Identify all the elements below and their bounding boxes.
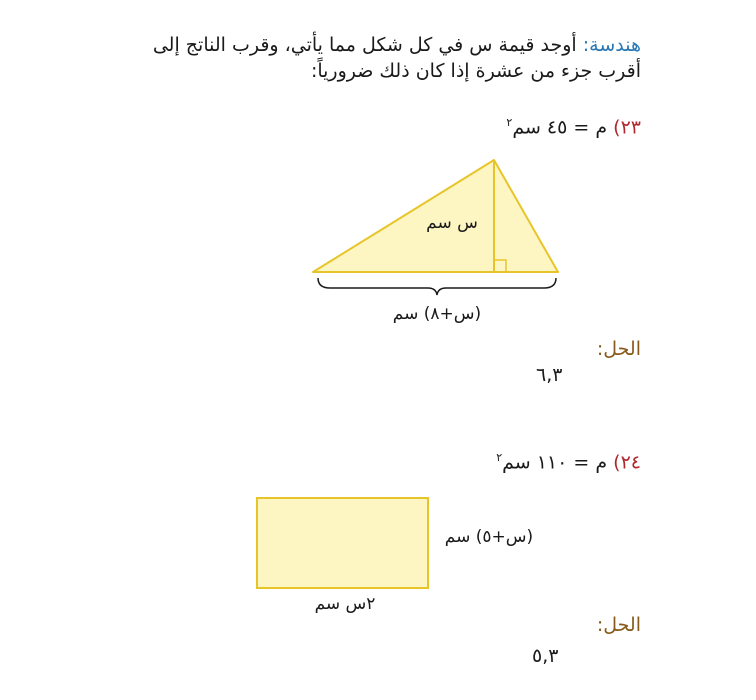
- problem-24-exponent: ٢: [496, 451, 503, 464]
- problem-24-equation: م = ١١٠ سم: [502, 451, 608, 474]
- rectangle-shape: [257, 498, 428, 588]
- intro-text: أوجد قيمة س في كل شكل مما يأتي، وقرب الناتج إلى أقرب جزء من عشرة إذا كان ذلك ضرورياً:: [152, 34, 641, 82]
- problem-23-number: ٢٣): [613, 116, 641, 139]
- problem-24-number: ٢٤): [613, 451, 641, 474]
- rectangle-base-label: ٢س سم: [314, 594, 376, 614]
- problem-24-heading: [496, 451, 641, 473]
- problem-23-equation: م = ٤٥ سم: [512, 116, 608, 139]
- triangle-base-label: (س+٨) سم: [392, 304, 482, 324]
- triangle-height-label: س سم: [426, 213, 478, 233]
- intro-label: هندسة:: [582, 34, 641, 56]
- rectangle-side-label: (س+٥) سم: [444, 527, 534, 547]
- problem-24-answer: ٥,٣: [532, 645, 559, 667]
- problem-23-solution-label: الحل:: [596, 338, 641, 360]
- problem-23-answer: ٦,٣: [536, 364, 563, 386]
- base-brace: [318, 278, 556, 295]
- problem-23-exponent: ٢: [506, 116, 513, 129]
- problem-24-solution-label: الحل:: [596, 614, 641, 636]
